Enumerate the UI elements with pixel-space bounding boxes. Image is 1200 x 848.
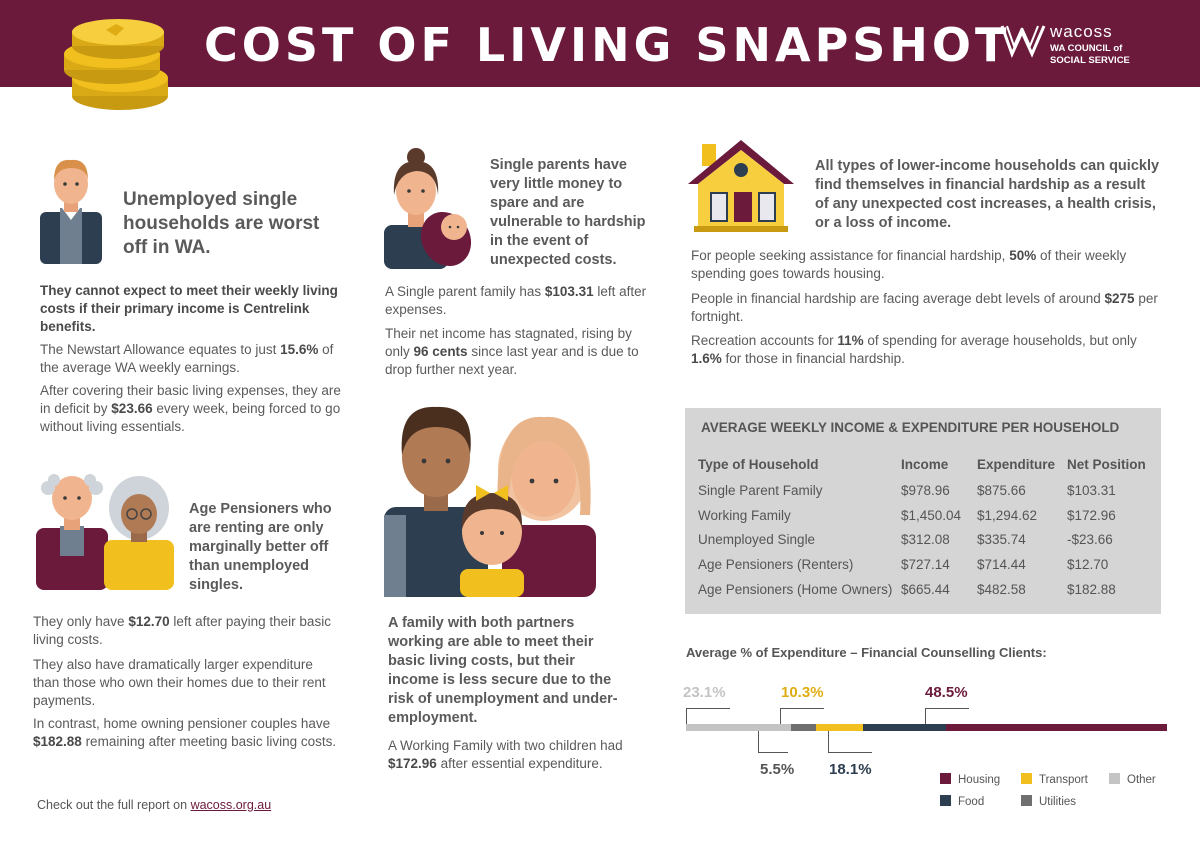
table-cell: $875.66 xyxy=(977,483,1026,498)
bar-segment-transport xyxy=(816,724,863,731)
legend-swatch xyxy=(1021,773,1032,784)
table-cell: $182.88 xyxy=(1067,582,1116,597)
table-cell: $103.31 xyxy=(1067,483,1116,498)
leader-transport xyxy=(780,708,824,724)
legend-food xyxy=(940,795,984,808)
footer-link[interactable]: wacoss.org.au xyxy=(190,798,272,812)
legend-label: Utilities xyxy=(1039,796,1077,808)
family-p1-after: after essential expenditure. xyxy=(436,756,603,771)
pensioners-left xyxy=(33,613,333,649)
footer-text: Check out the full report on xyxy=(37,798,191,812)
single-parent-p1-before: A Single parent family has xyxy=(385,284,545,299)
unemployed-deficit xyxy=(40,382,345,436)
pensioners-p1-value: $12.70 xyxy=(128,614,170,629)
pensioners-home-owning xyxy=(33,715,343,751)
pct-label-utilities: 5.5% xyxy=(760,761,795,778)
family-p1-before: A Working Family with two children had xyxy=(388,738,623,753)
leader-other xyxy=(686,708,730,724)
header-banner xyxy=(0,0,1200,87)
hardship-p2-after: per fortnight. xyxy=(691,291,1158,324)
legend-label: Other xyxy=(1127,774,1156,786)
single-parent-p2-value: 96 cents xyxy=(413,344,468,359)
pensioners-expenditure: They also have dramatically larger expenditure than those who own their homes due to their rent payments. xyxy=(33,657,326,708)
hardship-p2-before: People in financial hardship are facing average debt levels of around xyxy=(691,291,1105,306)
hardship-housing xyxy=(691,247,1161,283)
family-icon xyxy=(384,405,596,597)
leader-food xyxy=(828,731,872,753)
bar-segment-utilities xyxy=(791,724,816,731)
logo-sub-line2: SOCIAL SERVICE xyxy=(1050,55,1130,66)
pensioners-p1-before: They only have xyxy=(33,614,129,629)
table-cell: $335.74 xyxy=(977,532,1026,547)
table-cell: $978.96 xyxy=(901,483,950,498)
legend-label: Transport xyxy=(1039,774,1088,786)
table-cell: $312.08 xyxy=(901,532,950,547)
hardship-p3-after: for those in financial hardship. xyxy=(721,351,905,366)
table-cell: $714.44 xyxy=(977,557,1026,572)
family-p1-value: $172.96 xyxy=(388,756,437,771)
unemployed-p2-after: of the average WA weekly earnings. xyxy=(40,342,334,375)
single-parent-p1-after: left after expenses. xyxy=(385,284,647,317)
table-title: AVERAGE WEEKLY INCOME & EXPENDITURE PER HOUSEHOLD xyxy=(701,420,1120,435)
table-cell: $665.44 xyxy=(901,582,950,597)
unemployed-p3-after: every week, being forced to go without living essentials. xyxy=(40,401,341,434)
hardship-debt xyxy=(691,290,1161,326)
unemployed-p2-before: The Newstart Allowance equates to just xyxy=(40,342,281,357)
legend-other xyxy=(1109,773,1156,786)
pensioners-heading: Age Pensioners who are renting are only marginally better off than unemployed singles. xyxy=(189,501,332,593)
unemployed-lead-text: They cannot expect to meet their weekly living costs if their primary income is Centrelink benefits. xyxy=(40,283,338,334)
pensioners-p3-before: In contrast, home owning pensioner couples have xyxy=(33,716,331,731)
legend-transport xyxy=(1021,773,1088,786)
expenditure-chart-title: Average % of Expenditure – Financial Counselling Clients: xyxy=(686,645,1047,660)
bar-segment-food xyxy=(863,724,946,731)
pct-label-other: 23.1% xyxy=(683,684,726,701)
legend-housing xyxy=(940,773,1000,786)
unemployed-man-icon xyxy=(40,156,102,264)
table-header: Type of Household xyxy=(698,457,819,472)
legend-utilities xyxy=(1021,795,1076,808)
hardship-recreation xyxy=(691,332,1161,368)
bar-segment-housing xyxy=(946,724,1167,731)
single-parent-heading: Single parents have very little money to spare and are vulnerable to hardship in the event of unexpected costs. xyxy=(490,157,646,268)
unemployed-p3-value: $23.66 xyxy=(111,401,153,416)
legend-label: Food xyxy=(958,796,985,808)
leader-housing xyxy=(925,708,969,724)
legend-swatch xyxy=(1109,773,1120,784)
pct-label-transport: 10.3% xyxy=(781,684,824,701)
pensioners-p3-after: remaining after meeting basic living costs. xyxy=(81,734,337,749)
hardship-p1-value: 50% xyxy=(1009,248,1037,263)
table-cell: Single Parent Family xyxy=(698,483,823,498)
legend-swatch xyxy=(1021,795,1032,806)
coins-icon xyxy=(58,8,176,114)
table-cell: $172.96 xyxy=(1067,508,1116,523)
hardship-p3-value: 11% xyxy=(837,333,864,348)
single-parent-icon xyxy=(384,147,476,269)
family-left xyxy=(388,737,638,773)
table-cell: $1,294.62 xyxy=(977,508,1038,523)
single-parent-p2-after: since last year and is due to drop further next year. xyxy=(385,344,639,377)
family-heading: A family with both partners working are able to meet their basic living costs, but their income is less secure due to the risk of unemployment and under-employment. xyxy=(388,615,618,726)
hardship-p1-before: For people seeking assistance for financial hardship, xyxy=(691,248,1010,263)
unemployed-newstart xyxy=(40,341,340,377)
hardship-p3-mid: of spending for average households, but only xyxy=(863,333,1137,348)
logo-sub-line1: WA COUNCIL of xyxy=(1050,43,1123,54)
pensioners-p3-value: $182.88 xyxy=(33,734,82,749)
hardship-p3-before: Recreation accounts for xyxy=(691,333,838,348)
pensioners-p1-after: left after paying their basic living costs. xyxy=(33,614,331,647)
page-title: COST OF LIVING SNAPSHOT xyxy=(204,18,1011,72)
unemployed-p2-value: 15.6% xyxy=(280,342,319,357)
table-cell: -$23.66 xyxy=(1067,532,1113,547)
wacoss-logo-icon xyxy=(998,20,1048,60)
table-header: Income xyxy=(901,457,949,472)
table-cell: $482.58 xyxy=(977,582,1026,597)
table-header: Net Position xyxy=(1067,457,1146,472)
single-parent-p1-value: $103.31 xyxy=(544,284,594,299)
house-icon xyxy=(688,138,794,232)
bar-segment-other xyxy=(686,724,791,731)
table-cell: $12.70 xyxy=(1067,557,1109,572)
logo-subtitle xyxy=(1050,43,1160,67)
hardship-p1-after: of their weekly spending goes towards housing. xyxy=(691,248,1127,281)
hardship-heading: All types of lower-income households can quickly find themselves in financial hardship as a result of any unexpected cost increases, a health crisis, or a loss of income. xyxy=(815,158,1160,231)
legend-swatch xyxy=(940,795,951,806)
unemployed-heading: Unemployed single households are worst off in WA. xyxy=(123,189,320,258)
hardship-p2-value: $275 xyxy=(1104,291,1135,306)
wacoss-logo xyxy=(998,20,1158,70)
table-cell: $727.14 xyxy=(901,557,950,572)
table-cell: Age Pensioners (Renters) xyxy=(698,557,854,572)
pct-label-housing: 48.5% xyxy=(925,684,968,701)
hardship-p3-value2: 1.6% xyxy=(691,351,722,366)
table-cell: Age Pensioners (Home Owners) xyxy=(698,582,893,597)
leader-utilities xyxy=(758,731,788,753)
table-header: Expenditure xyxy=(977,457,1056,472)
logo-name: wacoss xyxy=(1050,22,1113,41)
income-expenditure-table xyxy=(685,408,1161,614)
legend-swatch xyxy=(940,773,951,784)
legend-label: Housing xyxy=(958,774,1001,786)
unemployed-lead xyxy=(40,282,340,336)
table-cell: $1,450.04 xyxy=(901,508,962,523)
footer xyxy=(37,798,271,812)
unemployed-p3-before: After covering their basic living expenses, they are in deficit by xyxy=(40,383,341,416)
table-cell: Unemployed Single xyxy=(698,532,816,547)
single-parent-p2-before: Their net income has stagnated, rising by only xyxy=(385,326,632,359)
single-parent-stagnated xyxy=(385,325,640,379)
table-cell: Working Family xyxy=(698,508,791,523)
single-parent-left xyxy=(385,283,655,319)
pensioners-icon xyxy=(36,466,176,590)
pct-label-food: 18.1% xyxy=(829,761,872,778)
